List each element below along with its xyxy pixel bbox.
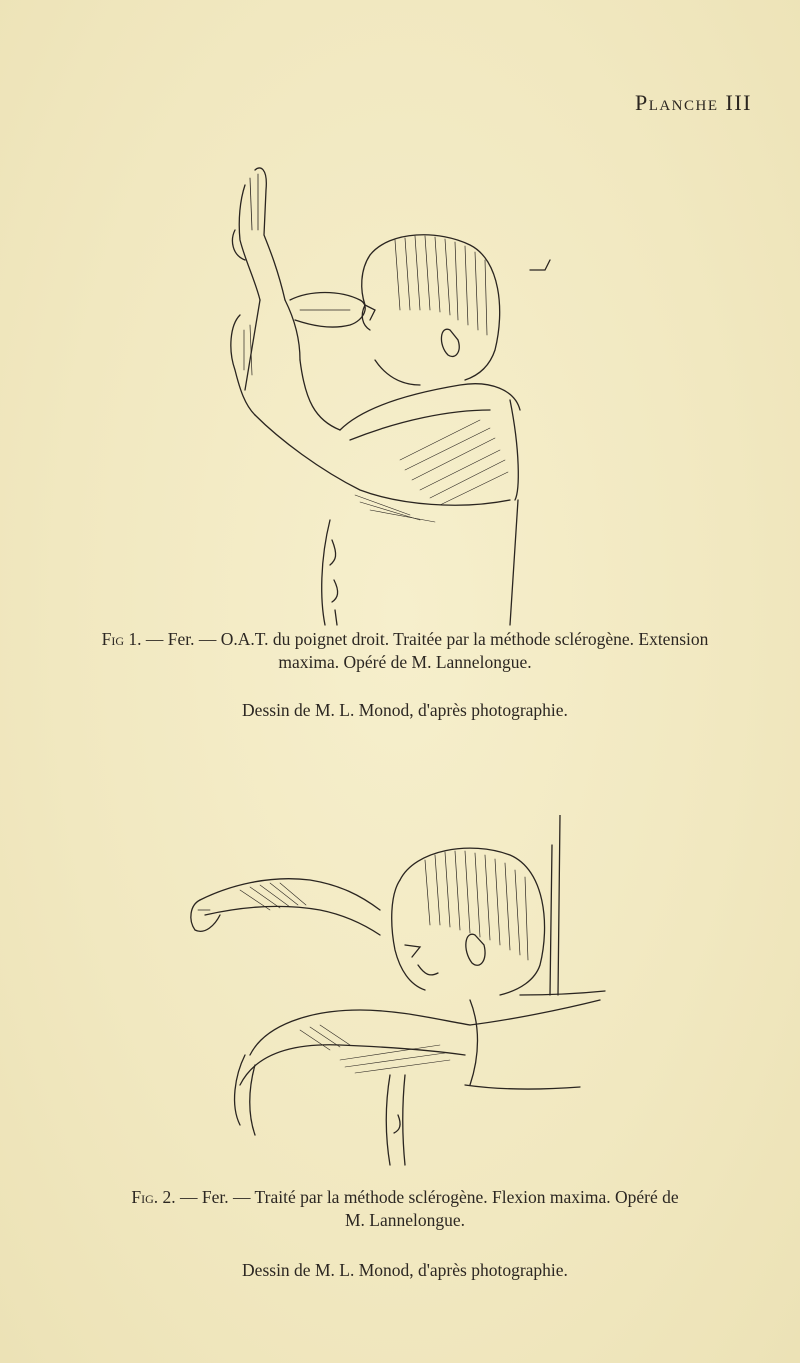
figure-1-label: Fig 1. (101, 629, 142, 649)
figure-1-caption-line1: — Fer. — O.A.T. du poignet droit. Traitée par la méthode sclérogène. Extension (141, 629, 709, 649)
figure-1-illustration (200, 160, 580, 630)
figure-1-caption-line2: maxima. Opéré de M. Lannelongue. (278, 652, 532, 672)
figure-2-credit: Dessin de M. L. Monod, d'après photographie. (242, 1260, 568, 1280)
figure-2-illustration (180, 815, 610, 1170)
figure-2-label: Fig. 2. (131, 1187, 176, 1207)
figure-2-caption-line1: — Fer. — Traité par la méthode sclérogène. Flexion maxima. Opéré de (175, 1187, 679, 1207)
figure-1-credit: Dessin de M. L. Monod, d'après photographie. (242, 700, 568, 720)
figure-1-caption (40, 628, 770, 674)
figure-2-caption-line2: M. Lannelongue. (344, 1210, 466, 1230)
plate-title: Planche III (634, 90, 752, 115)
figure-2-caption (40, 1186, 770, 1232)
